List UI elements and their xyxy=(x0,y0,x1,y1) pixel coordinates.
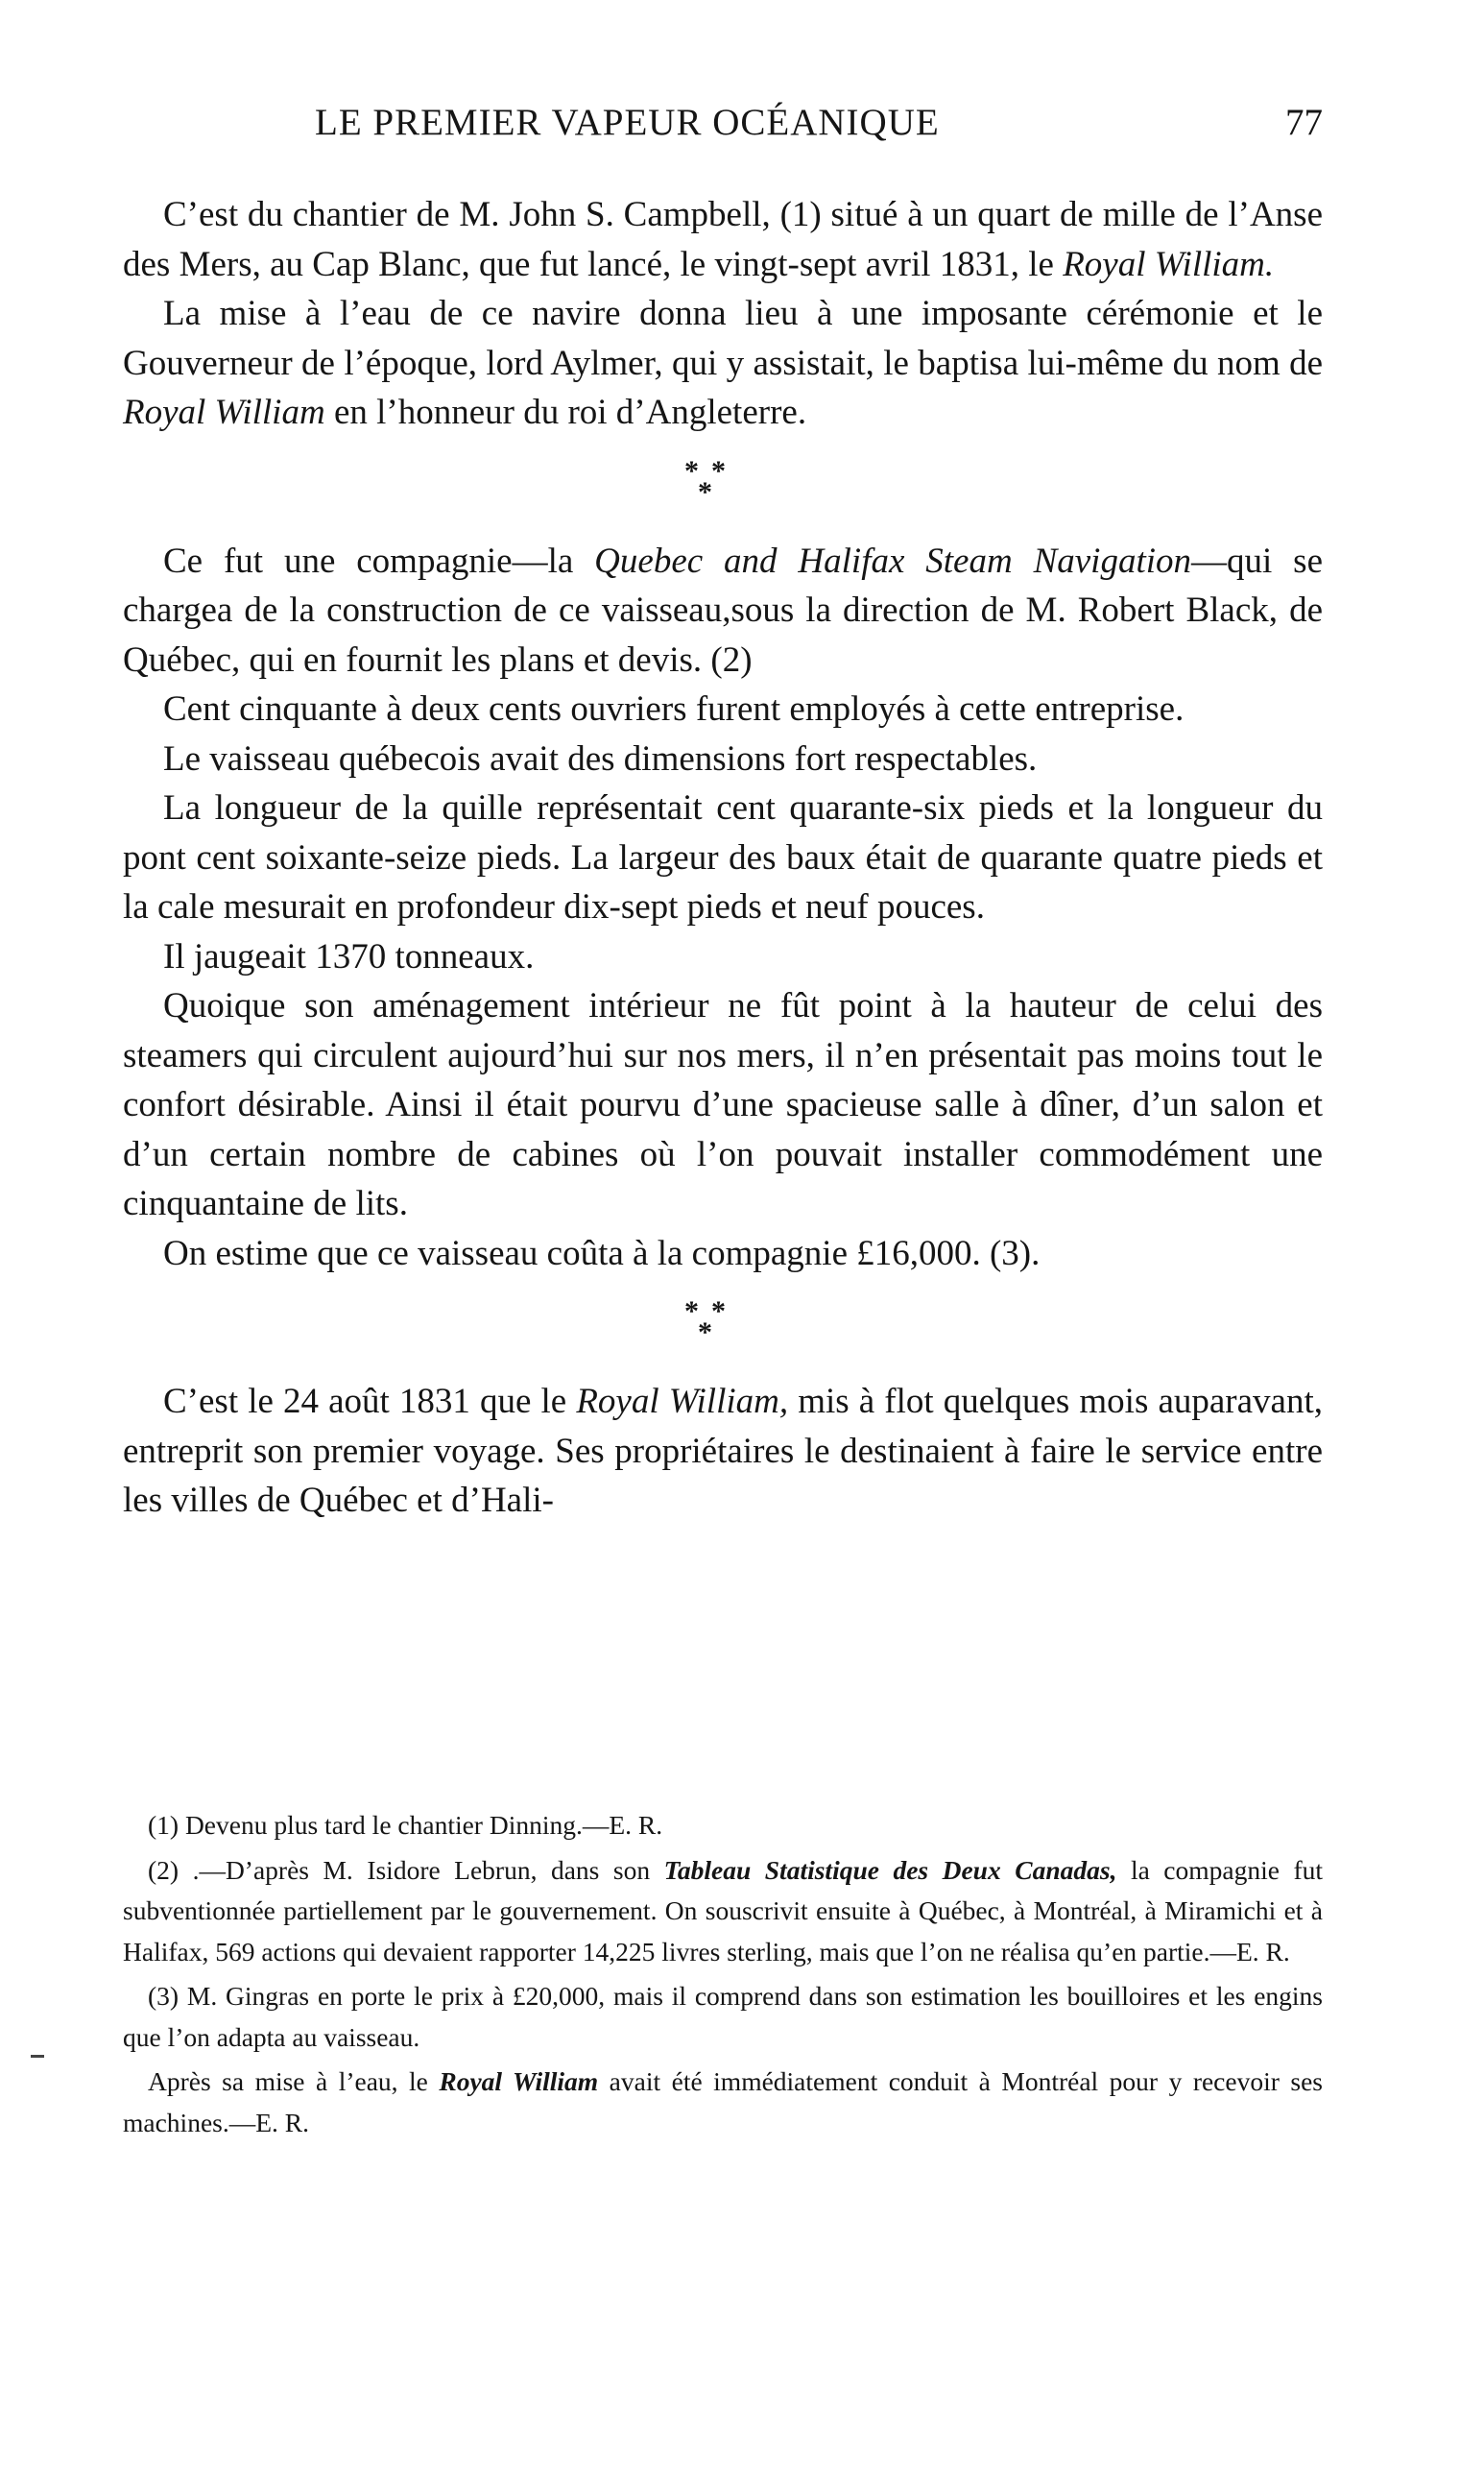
paragraph-9: On estime que ce vaisseau coûta à la compagnie £16,000. (3). xyxy=(163,1233,1041,1273)
section-separator-2 xyxy=(123,1278,1323,1377)
page-number: 77 xyxy=(1285,102,1323,143)
paragraph-3-tail: —qui se chargea de la construction de ce vaisseau,sous la direction de M. Robert Black, de Québec, qui en fournit les plans et devis. (2) xyxy=(123,541,1323,680)
footnote-4 xyxy=(123,2062,1323,2143)
body-text xyxy=(123,190,1323,1526)
paragraph-10-text: C’est le 24 août 1831 que le xyxy=(163,1382,577,1421)
paragraph-2-text: La mise à l’eau de ce navire donna lieu à une imposante cérémonie et le Gouverneur de l’époque, lord Aylmer, qui y assistait, le baptisa lui-même du nom de xyxy=(123,294,1323,383)
paragraph-6: La longueur de la quille représentait cent quarante-six pieds et la longueur du pont cent soixante-seize pieds. La largeur des baux était de quarante quatre pieds et la cale mesurait en profondeur dix-sept pieds et neuf pouces. xyxy=(123,788,1323,927)
footnote-4-text: Après sa mise à l’eau, le xyxy=(148,2066,440,2096)
asterisk: * xyxy=(698,1316,712,1348)
paragraph-5: Le vaisseau québecois avait des dimensions fort respectables. xyxy=(163,738,1038,779)
company-name-italic: Quebec and Halifax Steam Navigation xyxy=(594,541,1192,581)
paragraph-2-tail: en l’honneur du roi d’Angleterre. xyxy=(324,393,807,432)
ship-name-italic: Royal William xyxy=(439,2066,599,2096)
footnote-2-text: (2) .—D’après M. Isidore Lebrun, dans son xyxy=(148,1854,664,1885)
ship-name-italic: Royal William. xyxy=(1063,244,1275,284)
footnote-4-tail: avait été immédiatement conduit à Montréal pour y recevoir ses machines.—E. R. xyxy=(123,2066,1323,2137)
footnote-1: (1) Devenu plus tard le chantier Dinning.—E. R. xyxy=(148,1810,663,1840)
paragraph-8: Quoique son aménagement intérieur ne fût point à la hauteur de celui des steamers qui circulent aujourd’hui sur nos mers, il n’en présentait pas moins tout le confort désirable. Ainsi il était pourvu d’une spacieuse salle à dîner, d’un salon et d’un certain nombre de cabines où l’on pouvait installer commodément une cinquantaine de lits. xyxy=(123,986,1323,1223)
asterisk: * xyxy=(711,1295,726,1327)
asterisk: * xyxy=(684,1295,699,1327)
ship-name-italic: Royal William, xyxy=(576,1382,789,1421)
paragraph-10-tail: mis à flot quelques mois auparavant, entreprit son premier voyage. Ses propriétaires le destinaient à faire le service entre les villes de Québec et d’Hali- xyxy=(123,1382,1323,1520)
paragraph-2 xyxy=(123,289,1323,438)
page-header xyxy=(123,101,1323,158)
footnote-2 xyxy=(123,1850,1323,1973)
paragraph-10 xyxy=(123,1377,1323,1526)
ship-name-italic: Royal William xyxy=(123,393,325,432)
paragraph-1-text: C’est du chantier de M. John S. Campbell, (1) situé à un quart de mille de l’Anse des Mers, au Cap Blanc, que fut lancé, le vingt-sept avril 1831, le xyxy=(123,195,1323,284)
section-separator-1 xyxy=(123,438,1323,537)
paragraph-4: Cent cinquante à deux cents ouvriers furent employés à cette entreprise. xyxy=(163,689,1185,729)
footnote-3: (3) M. Gingras en porte le prix à £20,000, mais il comprend dans son estimation les bouilloires et les engins que l’on adapta au vaisseau. xyxy=(123,1981,1323,2052)
paragraph-7: Il jaugeait 1370 tonneaux. xyxy=(163,936,535,977)
asterisk: * xyxy=(684,454,699,487)
footnote-2-tail: la compagnie fut subventionnée partiellement par le gouvernement. On souscrivit ensuite à Québec, à Montréal, à Miramichi et à Halifax, 569 actions qui devaient rapporter 14,225 livres sterling, mais que l’on ne réalisa qu’en partie.—E. R. xyxy=(123,1854,1324,1966)
paragraph-1 xyxy=(123,190,1323,289)
book-title-italic: Tableau Statistique des Deux Canadas, xyxy=(663,1854,1117,1885)
paragraph-3 xyxy=(123,537,1323,686)
margin-mark xyxy=(31,2055,44,2058)
asterisk: * xyxy=(711,454,726,487)
footnotes xyxy=(123,1805,1323,2147)
asterisk: * xyxy=(698,475,712,508)
paragraph-3-text: Ce fut une compagnie—la xyxy=(163,541,595,581)
running-title: LE PREMIER VAPEUR OCÉANIQUE xyxy=(315,102,940,143)
